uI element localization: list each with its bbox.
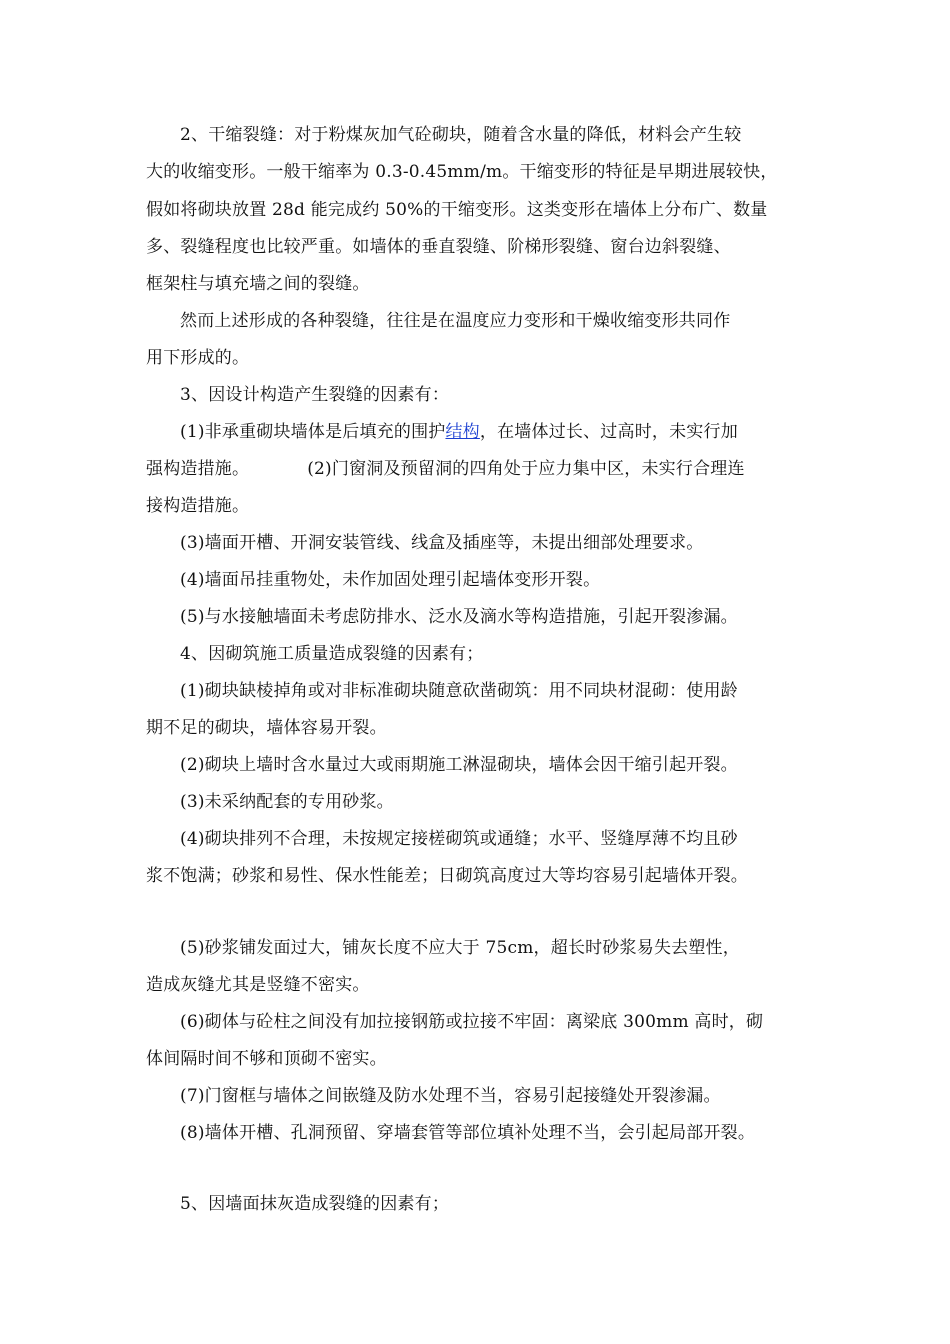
text-line	[146, 458, 745, 480]
text-line: 然而上述形成的各种裂缝，往往是在温度应力变形和干燥收缩变形共同作	[180, 311, 731, 331]
text-line: 多、裂缝程度也比较严重。如墙体的垂直裂缝、阶梯形裂缝、窗台边斜裂缝、	[146, 237, 731, 257]
text-span: 强构造措施。	[146, 459, 250, 479]
text-line: 浆不饱满；砂浆和易性、保水性能差；日砌筑高度过大等均容易引起墙体开裂。	[146, 866, 748, 886]
text-line: (3)未采纳配套的专用砂浆。	[180, 792, 394, 812]
text-line: 期不足的砌块，墙体容易开裂。	[146, 718, 387, 738]
text-line: (8)墙体开槽、孔洞预留、穿墙套管等部位填补处理不当，会引起局部开裂。	[180, 1123, 756, 1143]
text-span: (1)非承重砌块墙体是后填充的围护	[180, 422, 446, 442]
text-line: (4)墙面吊挂重物处，未作加固处理引起墙体变形开裂。	[180, 570, 601, 590]
text-line: 假如将砌块放置 28d 能完成约 50%的干缩变形。这类变形在墙体上分布广、数量	[146, 200, 768, 220]
text-line: (1)砌块缺棱掉角或对非标准砌块随意砍凿砌筑：用不同块材混砌：使用龄	[180, 681, 738, 701]
text-line: 框架柱与填充墙之间的裂缝。	[146, 274, 370, 294]
section-heading: 5、因墙面抹灰造成裂缝的因素有；	[180, 1194, 450, 1214]
text-span: (2)门窗洞及预留洞的四角处于应力集中区，未实行合理连	[307, 459, 745, 479]
text-line: 大的收缩变形。一般干缩率为 0.3-0.45mm/m。干缩变形的特征是早期进展较快，	[146, 162, 778, 182]
text-line: (5)砂浆铺发面过大，铺灰长度不应大于 75cm，超长时砂浆易失去塑性，	[180, 938, 740, 958]
structure-link[interactable]: 结构	[445, 422, 480, 442]
section-heading: 3、因设计构造产生裂缝的因素有：	[180, 385, 450, 405]
text-line: (3)墙面开槽、开洞安装管线、线盒及插座等，未提出细部处理要求。	[180, 533, 704, 553]
text-line: (5)与水接触墙面未考虑防排水、泛水及滴水等构造措施，引起开裂渗漏。	[180, 607, 738, 627]
text-line: (7)门窗框与墙体之间嵌缝及防水处理不当，容易引起接缝处开裂渗漏。	[180, 1086, 721, 1106]
text-line: (4)砌块排列不合理，未按规定接槎砌筑或通缝；水平、竖缝厚薄不均且砂	[180, 829, 738, 849]
text-line: 体间隔时间不够和顶砌不密实。	[146, 1049, 387, 1069]
text-line: 用下形成的。	[146, 348, 250, 368]
section-heading: 4、因砌筑施工质量造成裂缝的因素有；	[180, 644, 484, 664]
text-line: 2、干缩裂缝：对于粉煤灰加气砼砌块，随着含水量的降低，材料会产生较	[180, 125, 742, 145]
text-span: ，在墙体过长、过高时，未实行加	[479, 422, 738, 442]
text-line: (6)砌体与砼柱之间没有加拉接钢筋或拉接不牢固：离梁底 300mm 高时，砌	[180, 1012, 764, 1032]
text-line: 造成灰缝尤其是竖缝不密实。	[146, 975, 370, 995]
text-line-with-link	[180, 421, 738, 443]
text-line: 接构造措施。	[146, 496, 250, 516]
text-line: (2)砌块上墙时含水量过大或雨期施工淋湿砌块，墙体会因干缩引起开裂。	[180, 755, 738, 775]
